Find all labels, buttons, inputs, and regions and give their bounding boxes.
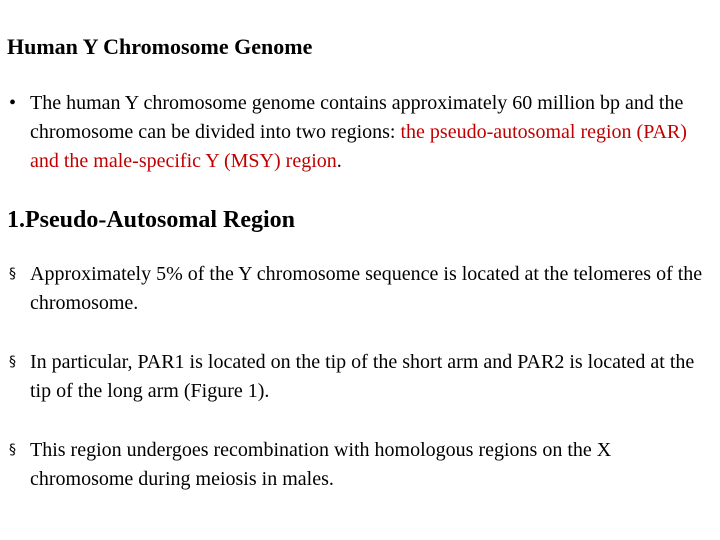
slide-title: Human Y Chromosome Genome [7, 34, 313, 59]
section-marker-icon: § [9, 266, 16, 282]
section-point [9, 260, 709, 318]
intro-text [9, 89, 714, 176]
section-marker-icon: § [9, 354, 16, 370]
intro-bullet-point [9, 89, 714, 176]
intro-text-highlight: the pseudo-autosomal region (PAR) and the male-specific Y (MSY) region [30, 121, 687, 172]
intro-text-end: . [336, 150, 342, 172]
section-point [9, 436, 709, 494]
intro-text-plain: The human Y chromosome genome contains approximately 60 million bp and the chromosome can be divided into two regions: [30, 92, 684, 143]
section-heading: 1.Pseudo-Autosomal Region [7, 207, 296, 233]
section-point [9, 348, 709, 406]
section-point-text: This region undergoes recombination with homologous regions on the X chromosome during meiosis in males. [30, 439, 612, 490]
section-marker-icon: § [9, 442, 16, 458]
section-point-text: Approximately 5% of the Y chromosome sequence is located at the telomeres of the chromosome. [30, 263, 703, 314]
section-point-text: In particular, PAR1 is located on the tip of the short arm and PAR2 is located at the tip of the long arm (Figure 1). [30, 351, 695, 402]
bullet-icon: • [9, 92, 17, 114]
